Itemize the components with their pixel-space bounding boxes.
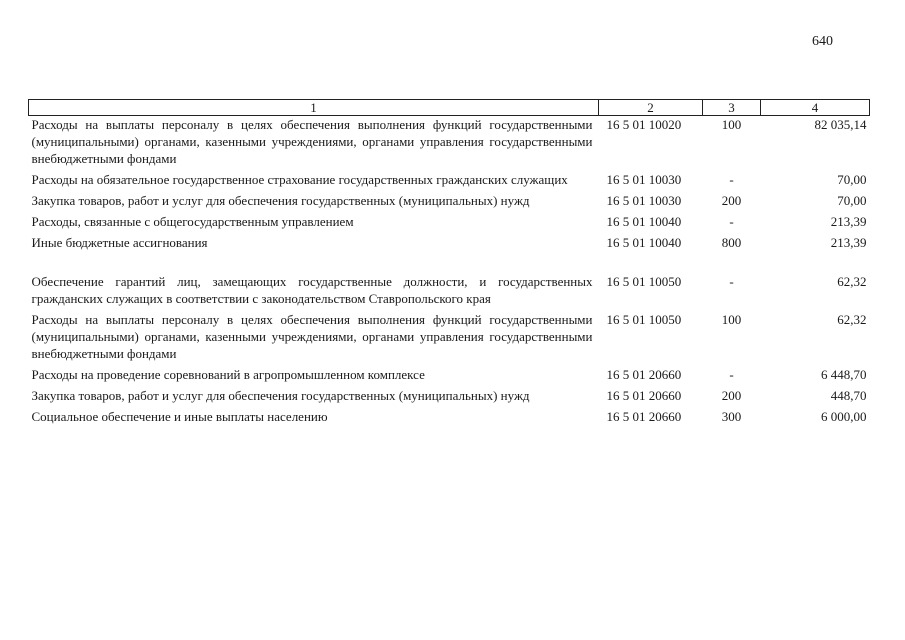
row-amount: 70,00 [837,193,867,208]
row-type: 800 [721,235,742,250]
row-type: 200 [721,193,742,208]
row-type: - [729,172,734,187]
header-col-3: 3 [703,100,761,116]
row-amount: 62,32 [837,312,867,327]
row-code: 16 5 01 10050 [606,274,682,289]
row-amount: 82 035,14 [814,117,867,132]
row-type: 300 [721,409,742,424]
header-col-1: 1 [29,100,599,116]
row-amount: 6 448,70 [821,367,867,382]
table-header [29,100,870,116]
header-col-4: 4 [761,100,870,116]
header-col-2: 2 [599,100,703,116]
row-type: - [729,367,734,382]
row-amount: 448,70 [830,388,867,403]
row-code: 16 5 01 10040 [606,235,682,250]
row-name: Расходы на выплаты персоналу в целях обеспечения выполнения функций государственными (муниципальными) органами, казенными учреждениями, органами управления государственными внебюджетными фондами [31,312,593,361]
row-amount: 70,00 [837,172,867,187]
row-name: Закупка товаров, работ и услуг для обеспечения государственных (муниципальных) нужд [31,388,530,403]
page-number: 640 [812,34,833,49]
row-type: 100 [721,117,742,132]
row-code: 16 5 01 10050 [606,312,682,327]
row-type: 100 [721,312,742,327]
row-name: Обеспечение гарантий лиц, замещающих государственные должности, и государственных гражданских служащих в соответствии с законодательством Ставропольского края [31,274,593,306]
table-row [29,171,870,192]
row-name: Расходы на проведение соревнований в агропромышленном комплексе [31,367,425,382]
row-code: 16 5 01 20660 [606,367,682,382]
row-code: 16 5 01 10020 [606,117,682,132]
row-type: - [729,274,734,289]
row-name: Расходы на выплаты персоналу в целях обеспечения выполнения функций государственными (муниципальными) органами, казенными учреждениями, органами управления государственными внебюджетными фондами [31,117,593,166]
budget-table-container [28,99,869,429]
table-body [29,116,870,430]
row-type: 200 [721,388,742,403]
budget-table [28,99,870,429]
table-row [29,255,870,311]
row-code: 16 5 01 10040 [606,214,682,229]
table-row [29,387,870,408]
row-amount: 62,32 [837,274,867,289]
row-code: 16 5 01 20660 [606,388,682,403]
table-row [29,116,870,172]
row-amount: 213,39 [830,214,867,229]
row-name: Расходы на обязательное государственное страхование государственных гражданских служащих [31,172,568,187]
row-name: Закупка товаров, работ и услуг для обеспечения государственных (муниципальных) нужд [31,193,530,208]
table-row [29,213,870,234]
table-row [29,234,870,255]
row-code: 16 5 01 20660 [606,409,682,424]
row-amount: 6 000,00 [821,409,867,424]
header-row [29,100,870,116]
table-row [29,366,870,387]
row-type: - [729,214,734,229]
row-code: 16 5 01 10030 [606,193,682,208]
row-code: 16 5 01 10030 [606,172,682,187]
table-row [29,192,870,213]
row-name: Расходы, связанные с общегосударственным управлением [31,214,354,229]
table-row [29,408,870,429]
row-amount: 213,39 [830,235,867,250]
row-name: Социальное обеспечение и иные выплаты населению [31,409,328,424]
row-name: Иные бюджетные ассигнования [31,235,208,250]
table-row [29,311,870,366]
